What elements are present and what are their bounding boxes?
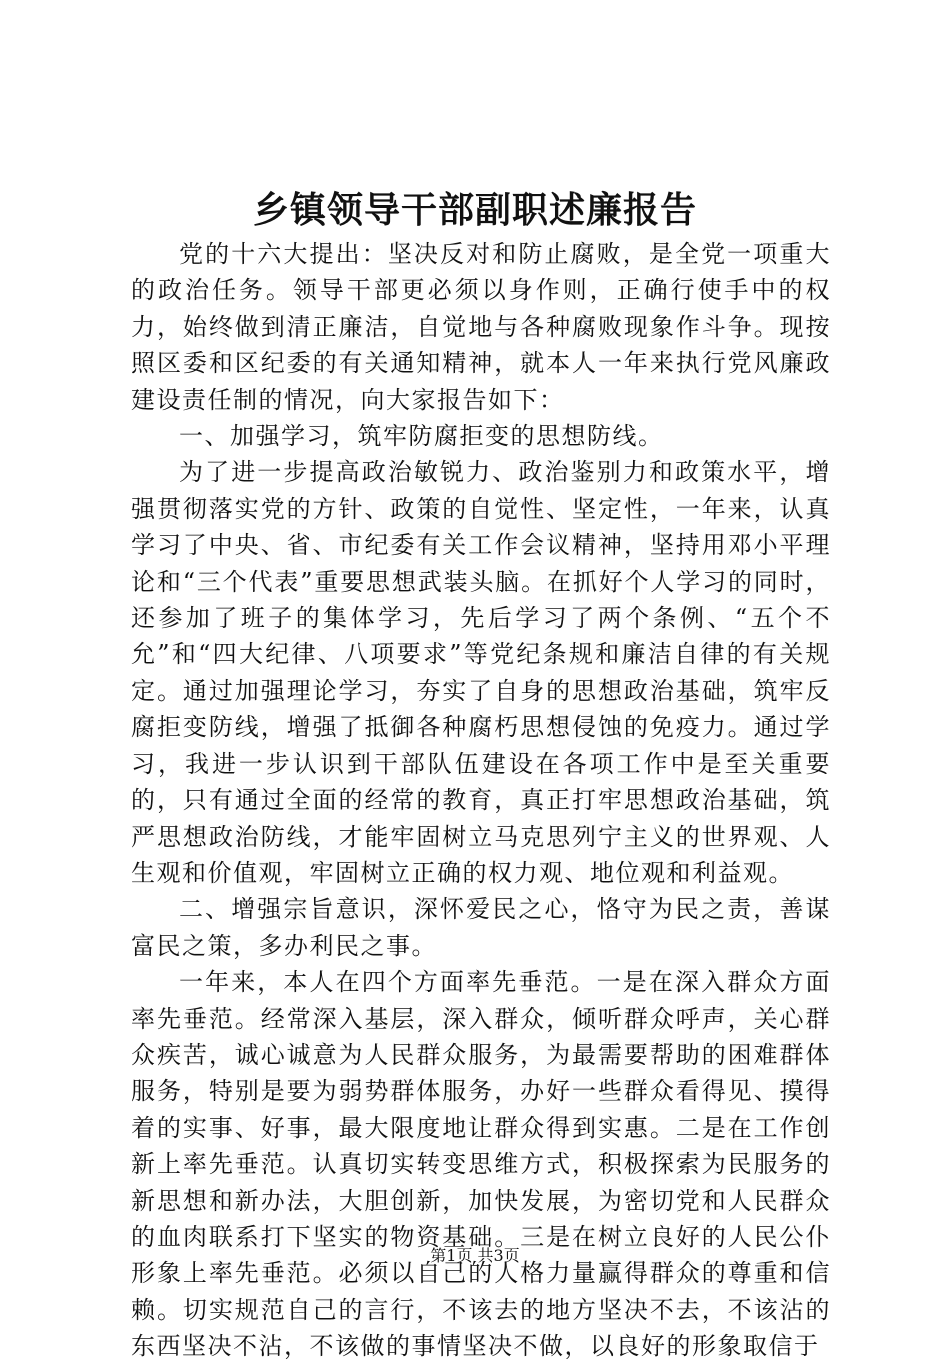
paragraph-study: 为了进一步提高政治敏锐力、政治鉴别力和政策水平，增强贯彻落实党的方针、政策的自觉性、坚定性，一年来，认真学习了中央、省、市纪委有关工作会议精神，坚持用邓小平理论和“三个代表”重要思想武装头脑。在抓好个人学习的同时，还参加了班子的集体学习，先后学习了两个条例、“五个不允”和“四大纪律、八项要求”等党纪条规和廉洁自律的有关规定。通过加强理论学习，夯实了自身的思想政治基础，筑牢反腐拒变防线，增强了抵御各种腐朽思想侵蚀的免疫力。通过学习，我进一步认识到干部队伍建设在各项工作中是至关重要的，只有通过全面的经常的教育，真正打牢思想政治基础，筑严思想政治防线，才能牢固树立马克思列宁主义的世界观、人生观和价值观，牢固树立正确的权力观、地位观和利益观。: [131, 458, 831, 887]
section-heading-1: 一、加强学习，筑牢防腐拒变的思想防线。: [179, 422, 664, 451]
page-footer: 第1页 共3页: [430, 1246, 520, 1265]
document-body: [131, 236, 831, 1365]
section-heading-2: 二、增强宗旨意识，深怀爱民之心，恪守为民之责，善谋富民之策，多办利民之事。: [131, 895, 831, 960]
paragraph-examples: 一年来，本人在四个方面率先垂范。一是在深入群众方面率先垂范。经常深入基层，深入群众，倾听群众呼声，关心群众疾苦，诚心诚意为人民群众服务，为最需要帮助的困难群体服务，特别是要为弱势群体服务，办好一些群众看得见、摸得着的实事、好事，最大限度地让群众得到实惠。二是在工作创新上率先垂范。认真切实转变思维方式，积极探索为民服务的新思想和新办法，大胆创新，加快发展，为密切党和人民群众的血肉联系打下坚实的物资基础。三是在树立良好的人民公仆形象上率先垂范。必须以自己的人格力量赢得群众的尊重和信赖。切实规范自己的言行，不该去的地方坚决不去，不该沾的东西坚决不沾，不该做的事情坚决不做，以良好的形象取信于: [131, 968, 831, 1361]
document-title: 乡镇领导干部副职述廉报告: [252, 189, 697, 231]
paragraph-intro: 党的十六大提出：坚决反对和防止腐败，是全党一项重大的政治任务。领导干部更必须以身作则，正确行使手中的权力，始终做到清正廉洁，自觉地与各种腐败现象作斗争。现按照区委和区纪委的有关通知精神，就本人一年来执行党风廉政建设责任制的情况，向大家报告如下：: [131, 240, 831, 414]
